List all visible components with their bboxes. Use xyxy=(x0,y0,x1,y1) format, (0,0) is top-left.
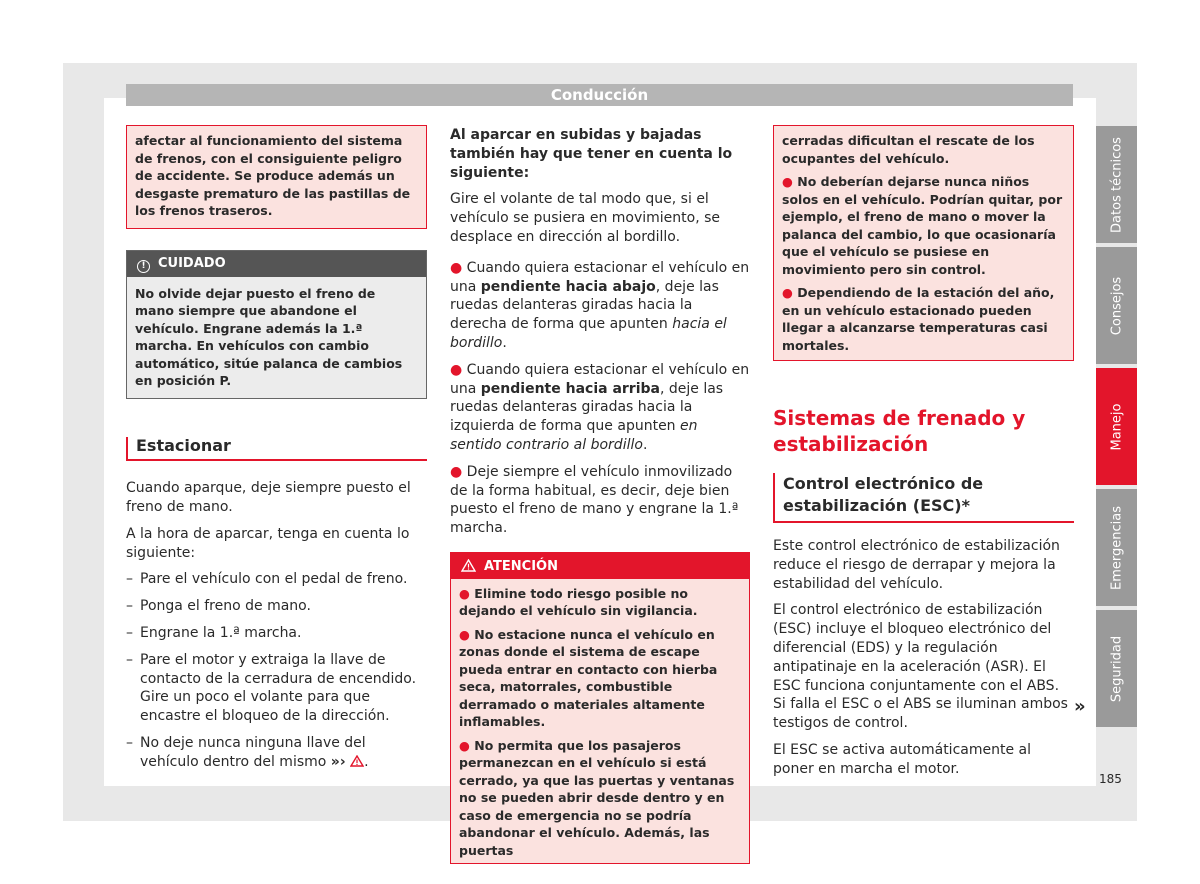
subsection-title-esc: Control electrónico de estabilización (ESC)* xyxy=(773,473,1074,523)
paragraph: Este control electrónico de estabilización reduce el riesgo de derrapar y mejora la estabilidad del vehículo. xyxy=(773,538,1060,592)
warning-continued-text: cerradas dificultan el rescate de los ocupantes del vehículo. xyxy=(782,133,1035,166)
bullet-item: ● Deje siempre el vehículo inmovilizado de la forma habitual, es decir, deje bien puesto el freno de mano y engrane la 1.ª marcha. xyxy=(450,463,739,537)
continue-marker: » xyxy=(1074,696,1086,717)
list-item: – Pare el vehículo con el pedal de freno. xyxy=(126,571,408,588)
tab-consejos[interactable]: Consejos xyxy=(1096,247,1137,364)
bullet-item: ● Elimine todo riesgo posible no dejando el vehículo sin vigilancia. xyxy=(459,585,698,619)
caution-text: No olvide dejar puesto el freno de mano siempre que abandone el vehículo. Engrane además la 1.ª marcha. En vehículos con cambio automático, sitúe palanca de cambios en posición P. xyxy=(135,285,403,388)
bullet-item: ● Cuando quiera estacionar el vehículo en una pendiente hacia arriba, deje las ruedas delanteras giradas hacia la izquierda de forma que apunten en sentido contrario al bordillo. xyxy=(450,361,750,453)
bullet-item: ● No deberían dejarse nunca niños solos en el vehículo. Podrían quitar, por ejemplo, el freno de mano o mover la palanca del cambio, lo que ocasionaría que el vehículo se pusiese en movimiento pero sin control. xyxy=(782,174,1063,277)
page-number: 185 xyxy=(1099,772,1122,786)
bullet-item: ● No permita que los pasajeros permanezcan en el vehículo si está cerrado, ya que las puertas y ventanas no se pueden abrir desde dentro y en caso de emergencia no se podría abandonar el vehículo. Además, las puertas xyxy=(459,737,735,858)
paragraph: Cuando aparque, deje siempre puesto el freno de mano. xyxy=(126,480,411,516)
column-3 xyxy=(773,125,1074,787)
column-2 xyxy=(450,126,750,864)
info-circle-icon: ! xyxy=(137,260,150,273)
chapter-header: Conducción xyxy=(126,84,1073,106)
list-item: – Pare el motor y extraiga la llave de contacto de la cerradura de encendido. Gire un poco el volante para que encastre el bloqueo de la dirección. xyxy=(126,651,417,725)
tab-seguridad[interactable]: Seguridad xyxy=(1096,610,1137,727)
section-title-frenado: Sistemas de frenado y estabilización xyxy=(773,406,1026,456)
bullet-item: ● Cuando quiera estacionar el vehículo en una pendiente hacia abajo, deje las ruedas delanteras giradas hacia la derecha de forma que apunten hacia el bordillo. xyxy=(450,259,750,351)
paragraph: A la hora de aparcar, tenga en cuenta lo siguiente: xyxy=(126,525,410,561)
attention-title: ATENCIÓN xyxy=(484,558,558,574)
list-item: – Ponga el freno de mano. xyxy=(126,598,311,615)
caution-title: CUIDADO xyxy=(158,255,226,271)
list-item: – Engrane la 1.ª marcha. xyxy=(126,625,302,642)
bullet-item: ● Dependiendo de la estación del año, en un vehículo estacionado pueden llegar a alcanzarse temperaturas casi mortales. xyxy=(782,285,1055,353)
tab-emergencias[interactable]: Emergencias xyxy=(1096,489,1137,606)
tab-datos-tecnicos[interactable]: Datos técnicos xyxy=(1096,126,1137,243)
paragraph: El control electrónico de estabilización (ESC) incluye el bloqueo electrónico del diferencial (EDS) y la regulación antipatinaje en la aceleración (ASR). El ESC funciona conjuntamente con el ABS. Si falla el ESC o el ABS se iluminan ambos testigos de control. xyxy=(773,602,1068,732)
more-marker: »› xyxy=(330,753,346,770)
warning-continued-box xyxy=(773,125,1074,361)
paragraph: Gire el volante de tal modo que, si el vehículo se pusiera en movimiento, se desplace en dirección al bordillo. xyxy=(450,191,721,245)
attention-box xyxy=(450,552,750,865)
section-title-estacionar: Estacionar xyxy=(126,437,427,462)
paragraph: El ESC se activa automáticamente al poner en marcha el motor. xyxy=(773,741,1031,777)
warning-triangle-icon xyxy=(461,559,476,572)
column-1 xyxy=(126,125,427,780)
warning-continued-box xyxy=(126,125,427,229)
caution-header xyxy=(127,251,426,277)
attention-header xyxy=(451,553,749,579)
subheading: Al aparcar en subidas y bajadas también hay que tener en cuenta lo siguiente: xyxy=(450,127,733,181)
warning-continued-text: afectar al funcionamiento del sistema de frenos, con el consiguiente peligro de accidente. Se produce además un desgaste prematuro de las pastillas de los frenos traseros. xyxy=(135,133,411,218)
caution-box xyxy=(126,250,427,399)
bullet-item: ● No estacione nunca el vehículo en zonas donde el sistema de escape pueda entrar en contacto con hierba seca, matorrales, combustible derramado o materiales altamente inflamables. xyxy=(459,626,718,730)
tab-manejo[interactable]: Manejo xyxy=(1096,368,1137,485)
attention-body xyxy=(451,579,749,864)
warning-triangle-icon xyxy=(350,755,364,767)
list-item: – No deje nunca ninguna llave del vehículo dentro del mismo »› . xyxy=(126,735,369,770)
